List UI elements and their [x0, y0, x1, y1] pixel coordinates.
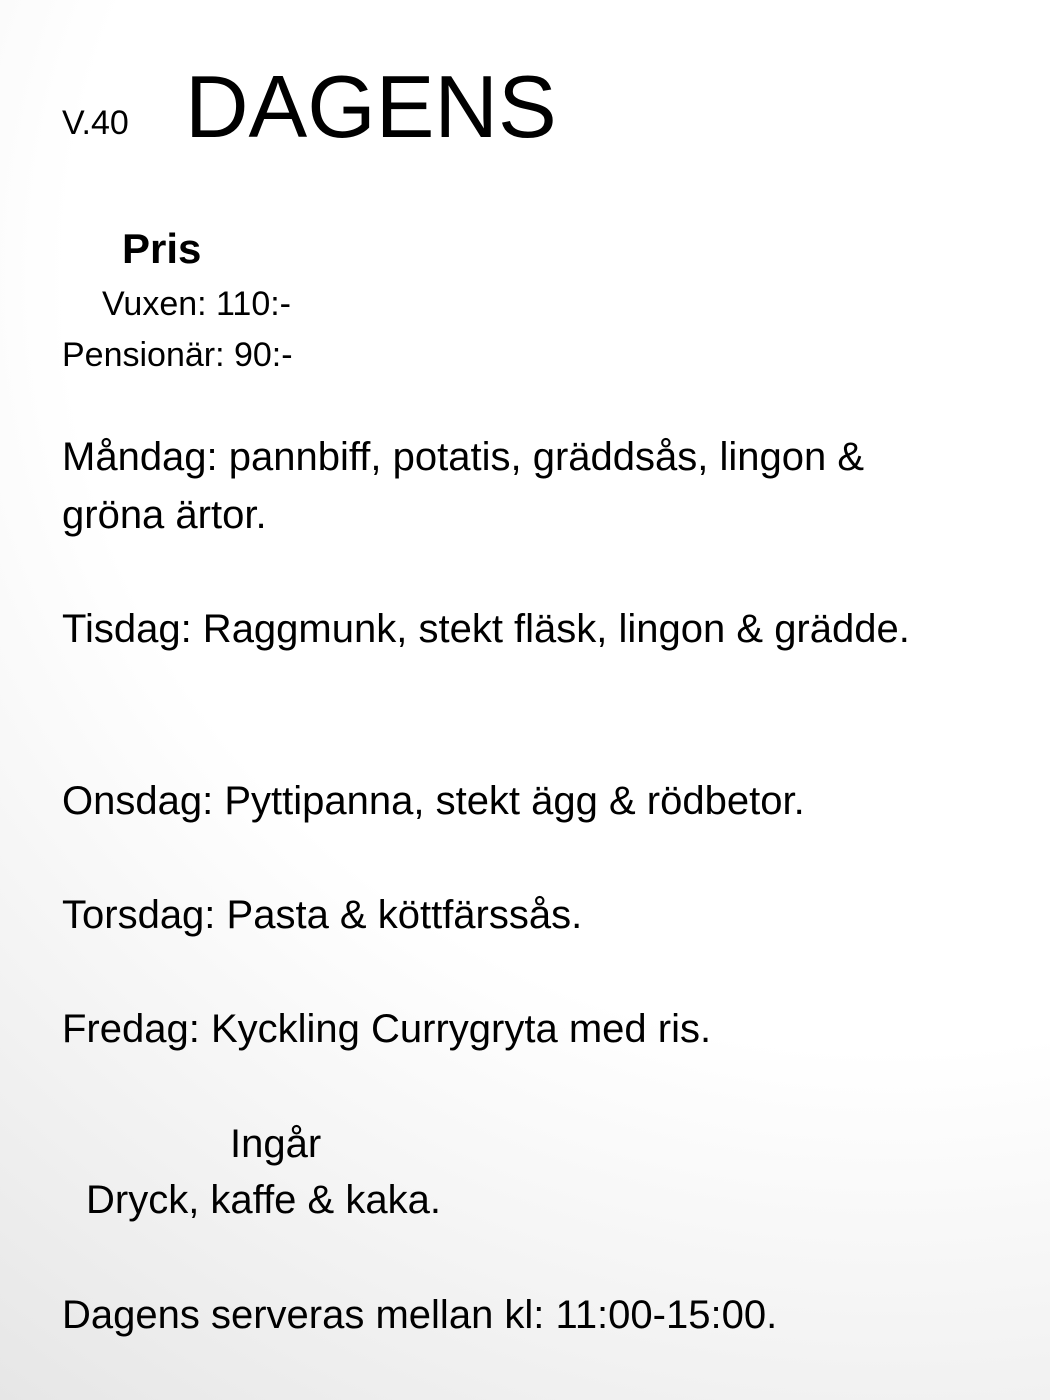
price-senior: Pensionär: 90:- [62, 336, 293, 374]
menu-item-thursday: Torsdag: Pasta & köttfärssås. [62, 893, 583, 937]
menu-item-monday: Måndag: pannbiff, potatis, gräddsås, lingon & gröna ärtor. [62, 435, 865, 537]
serving-hours: Dagens serveras mellan kl: 11:00-15:00. [62, 1293, 778, 1337]
included-text: Dryck, kaffe & kaka. [86, 1178, 441, 1222]
included-heading: Ingår [230, 1122, 322, 1166]
page-title: DAGENS [185, 57, 557, 156]
menu-item-tuesday: Tisdag: Raggmunk, stekt fläsk, lingon & grädde. [62, 607, 910, 651]
menu-item-friday: Fredag: Kyckling Currygryta med ris. [62, 1007, 712, 1051]
price-adult: Vuxen: 110:- [102, 285, 292, 323]
menu-item-wednesday: Onsdag: Pyttipanna, stekt ägg & rödbetor. [62, 779, 805, 823]
price-heading: Pris [122, 225, 202, 272]
week-number: V.40 [62, 104, 129, 142]
